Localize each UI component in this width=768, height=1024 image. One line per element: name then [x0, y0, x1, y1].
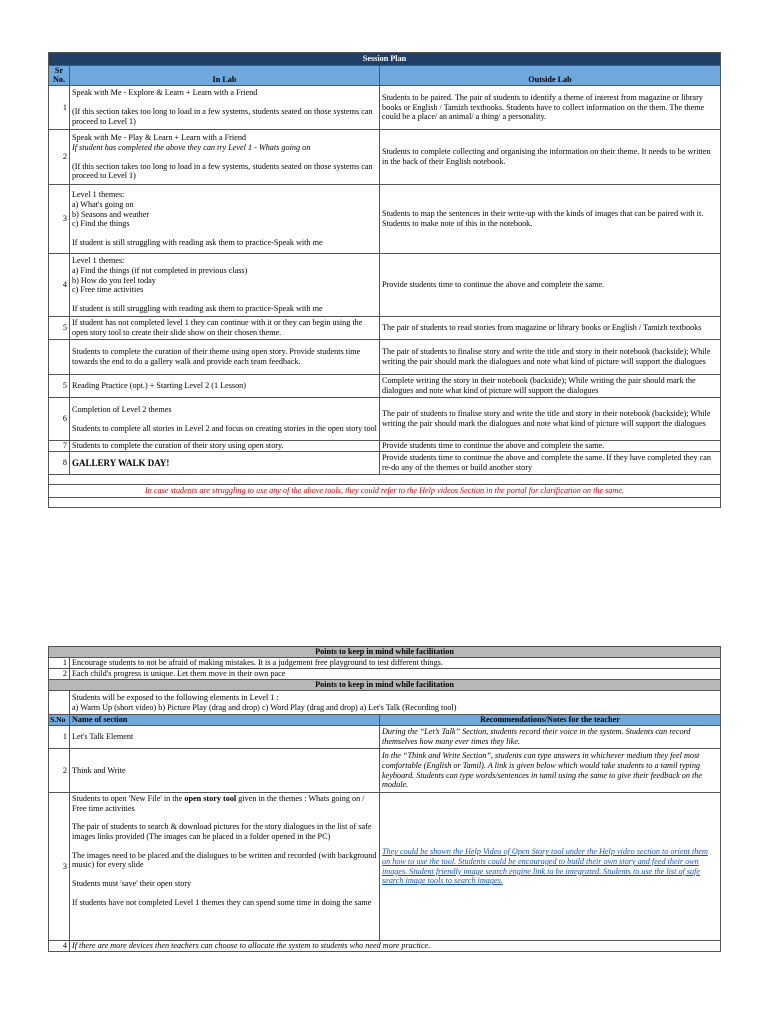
outside-lab-cell: The pair of students to finalise story and write the title and story in their notebook (backside); While writing the pair should mark the dialogues and note what kind of picture will support the dialogues	[380, 340, 721, 375]
in-lab-cell	[70, 185, 380, 254]
in-lab-line: (If this section takes too long to load in a few systems, students seated on those systems can proceed to Level 1)	[72, 161, 373, 181]
row-number: 5	[49, 317, 70, 340]
table-row	[49, 793, 721, 941]
help-video-link[interactable]: They could be shown the Help Video of Open Story tool under the Help video section to orient them on how to use the tool. Students could be encouraged to build their own story and feed their own images. Student friendly image search engine link to be integrated. Students to use the list of safe search image tools to search images.	[380, 793, 721, 941]
in-lab-cell	[70, 86, 380, 130]
outside-lab-cell: Students to complete collecting and organising the information on their theme. It needs to be written in the back of their English notebook.	[380, 130, 721, 185]
section-name: Let's Talk Element	[70, 726, 380, 749]
item-text: Each child's progress is unique. Let them move in their own pace	[70, 669, 721, 680]
in-lab-line: Students to complete all stories in Level 2 and focus on creating stories in the open story tool	[72, 423, 377, 433]
row-number: 5	[49, 375, 70, 398]
outside-lab-cell: Students to map the sentences in their write-up with the kinds of images that can be paired with it. Students to make note of this in the notebook.	[380, 185, 721, 254]
section-line: Students to open 'New File' in the open story tool given in the themes : Whats going on / Free time activities	[72, 794, 365, 813]
section-name	[70, 793, 380, 941]
item-number: 1	[49, 658, 70, 669]
table-row	[49, 441, 721, 452]
section-name-header: Name of section	[70, 715, 380, 726]
in-lab-cell: If student has not completed level 1 they can continue with it or they can begin using the open story tool to create their slide show on their chosen theme.	[70, 317, 380, 340]
empty-row	[49, 475, 721, 485]
table-row	[49, 375, 721, 398]
in-lab-cell	[70, 130, 380, 185]
row-number: 3	[49, 185, 70, 254]
table-row	[49, 317, 721, 340]
sr-header-line2: No.	[52, 74, 66, 84]
in-lab-line: Completion of Level 2 themes	[72, 404, 172, 414]
in-lab-cell: GALLERY WALK DAY!	[70, 452, 380, 475]
in-lab-line: If student is still struggling with reading ask them to practice-Speak with me	[72, 238, 323, 247]
in-lab-line: a) What's going on	[72, 199, 134, 209]
exposure-text	[70, 691, 721, 715]
points-header-row	[49, 715, 721, 726]
row-number: 4	[49, 254, 70, 317]
outside-lab-header: Outside Lab	[380, 66, 721, 86]
teacher-notes-header: Recommendations/Notes for the teacher	[380, 715, 721, 726]
row-number: 6	[49, 398, 70, 441]
row-number: 2	[49, 130, 70, 185]
points-title-row-2	[49, 680, 721, 691]
in-lab-line: (If this section takes too long to load in a few systems, students seated on those systems can proceed to Level 1)	[72, 107, 373, 126]
outside-lab-cell: Complete writing the story in their notebook (backside); While writing the pair should mark the dialogues and note what kind of picture will support the dialogues	[380, 375, 721, 398]
outside-lab-cell: Provide students time to continue the above and complete the same.	[380, 441, 721, 452]
in-lab-line: Level 1 themes:	[72, 256, 125, 266]
in-lab-cell: Students to complete the curation of their theme using open story. Provide students time towards the end to do a gallery walk and provide each team feedback.	[70, 340, 380, 375]
table-row	[49, 452, 721, 475]
table-row	[49, 749, 721, 793]
points-title: Points to keep in mind while facilitation	[49, 647, 721, 658]
exposure-line: Students will be exposed to the following elements in Level 1 :	[72, 692, 279, 702]
in-lab-line: b) Seasons and weather	[72, 209, 150, 219]
table-row	[49, 398, 721, 441]
in-lab-line: Speak with Me - Play & Learn + Learn with a Friend	[72, 133, 247, 143]
table-row	[49, 86, 721, 130]
outside-lab-cell: Students to be paired. The pair of students to identify a theme of interest from magazine or library books or English / Tamizh textbooks. Students have to collect information on the them. The theme could be a place/ an animal/ a thing/ a personality.	[380, 86, 721, 130]
in-lab-line: If student is still struggling with reading ask them to practice-Speak with me	[72, 304, 323, 313]
table-row	[49, 185, 721, 254]
section-line: If students have not completed Level 1 themes they can spend some time in doing the same	[72, 897, 372, 907]
in-lab-cell: Reading Practice (opt.) + Starting Level 2 (1 Lesson)	[70, 375, 380, 398]
in-lab-line: If student has completed the above they can try Level 1 - Whats going on	[72, 142, 311, 152]
exposure-line: a) Warm Up (short video) b) Picture Play (drag and drop) c) Word Play (drag and drop) a) Let's Talk (Recording tool)	[72, 702, 457, 712]
outside-lab-cell: Provide students time to continue the above and complete the same.	[380, 254, 721, 317]
in-lab-line: b) How do you feel today	[72, 275, 156, 285]
row-number: 1	[49, 86, 70, 130]
row-number	[49, 340, 70, 375]
session-plan-title: Session Plan	[49, 53, 721, 66]
in-lab-line: Level 1 themes:	[72, 190, 125, 200]
exposure-row	[49, 691, 721, 715]
table-row	[49, 130, 721, 185]
session-plan-table	[48, 52, 721, 508]
row-number: 8	[49, 452, 70, 475]
facilitation-points-table	[48, 646, 721, 952]
outside-lab-cell: The pair of students to read stories from magazine or library books or English / Tamizh textbooks	[380, 317, 721, 340]
section-line: Students must 'save' their open story	[72, 879, 192, 889]
row-number: 4	[49, 941, 70, 952]
table-row	[49, 941, 721, 952]
section-name: Think and Write	[70, 749, 380, 793]
points-title-row	[49, 647, 721, 658]
in-lab-cell: Students to complete the curation of their story using open story.	[70, 441, 380, 452]
empty-row	[49, 498, 721, 508]
in-lab-cell	[70, 398, 380, 441]
in-lab-line: c) Free time activities	[72, 285, 144, 295]
in-lab-line: a) Find the things (if not completed in previous class)	[72, 265, 248, 275]
table-row	[49, 726, 721, 749]
sr-no-header	[49, 66, 70, 86]
table-row	[49, 254, 721, 317]
points-title-2: Points to keep in mind while facilitation	[49, 680, 721, 691]
item-number: 2	[49, 669, 70, 680]
outside-lab-cell: Provide students time to continue the above and complete the same. If they have completed they can re-do any of the themes or build another story	[380, 452, 721, 475]
in-lab-line: Speak with Me - Explore & Learn + Learn with a Friend	[72, 88, 258, 98]
sno-header: S.No	[49, 715, 70, 726]
outside-lab-cell: The pair of students to finalise story and write the title and story in their notebook (backside); While writing the pair should mark the dialogues and note what kind of picture will support the dialogues	[380, 398, 721, 441]
section-line: The images need to be placed and the dialogues to be written and recorded (with background music) for every slide	[72, 850, 377, 870]
row-number: 1	[49, 726, 70, 749]
item-text: Encourage students to not be afraid of making mistakes. It is a judgement free playground to test different things.	[70, 658, 721, 669]
session-plan-title-row	[49, 53, 721, 66]
teacher-note: In the “Think and Write Section”, students can type answers in whichever medium they feel most comfortable (English or Tamil). A link is given below which would take students to a tamil typing keyboard. Students can type words/sentences in tamil using the same to give their feedback on the module.	[380, 749, 721, 793]
list-item	[49, 658, 721, 669]
table-row	[49, 340, 721, 375]
in-lab-cell	[70, 254, 380, 317]
row-number: 7	[49, 441, 70, 452]
sr-header-line1: Sr	[54, 65, 64, 75]
row-number: 3	[49, 793, 70, 941]
section-line: The pair of students to search & download pictures for the story dialogues in the list of safe images links provided (The images can be placed in a folder opened in the PC)	[72, 822, 372, 842]
teacher-note: During the “Let’s Talk” Section, students record their voice in the system. Students can record themselves how many ever times they like.	[380, 726, 721, 749]
help-note: In case students are struggling to use any of the above tools, they could refer to the Help videos Section in the portal for clarification on the same.	[49, 485, 721, 498]
note-row	[49, 485, 721, 498]
list-item	[49, 669, 721, 680]
session-plan-header-row	[49, 66, 721, 86]
last-note: If there are more devices then teachers can choose to allocate the system to students who need more practice.	[70, 941, 721, 952]
row-number: 2	[49, 749, 70, 793]
in-lab-line: c) Find the things	[72, 219, 130, 229]
in-lab-header: In Lab	[70, 66, 380, 86]
